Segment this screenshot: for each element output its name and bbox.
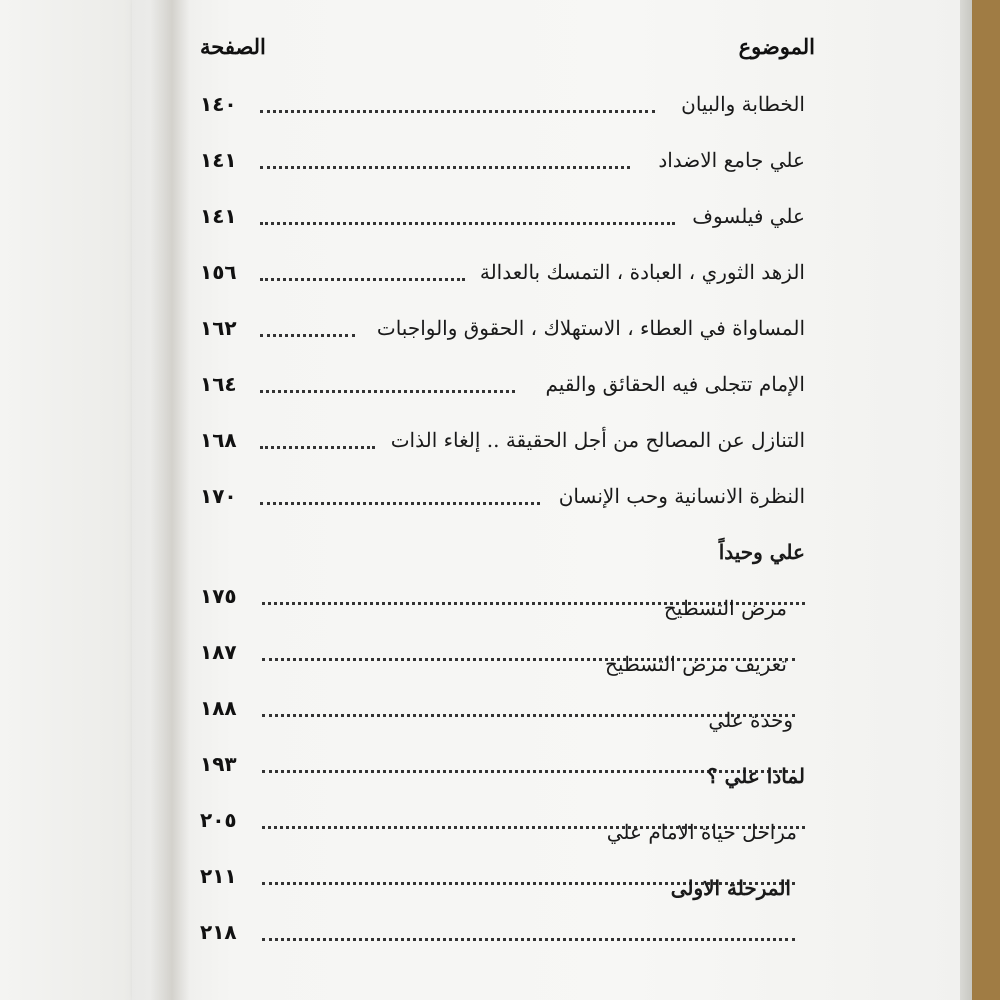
toc-entry-page: ٢١١ (200, 864, 237, 888)
toc-entry-title: مرض التسطيح (663, 596, 787, 620)
toc-entry-page: ١٨٨ (200, 696, 237, 720)
toc-entry-title: وحدة علي (708, 708, 793, 732)
dot-leader (260, 110, 655, 113)
table-of-contents (200, 0, 805, 1000)
toc-entry-title: الخطابة والبيان (681, 92, 805, 116)
toc-entry (200, 478, 805, 514)
toc-entry (200, 366, 805, 402)
toc-entry-page: ١٤٠ (200, 92, 237, 116)
toc-entry-page: ١٥٦ (200, 260, 237, 284)
page-column-heading: الصفحة (200, 34, 266, 59)
toc-entry-title: الإمام تتجلى فيه الحقائق والقيم (545, 372, 805, 396)
toc-entry-title: مراحل حياة الامام علي (606, 820, 797, 844)
dot-leader (260, 390, 515, 393)
topic-column-heading: الموضوع (738, 34, 815, 59)
toc-entry (200, 86, 805, 122)
toc-section-title: المرحلة الاولى (670, 876, 791, 900)
toc-entry-page: ٢٠٥ (200, 808, 237, 832)
page-edge (960, 0, 972, 1000)
toc-entry (200, 142, 805, 178)
toc-section-title: لماذا علي ؟ (707, 764, 805, 788)
dot-leader (260, 222, 675, 225)
toc-entry-title: الزهد الثوري ، العبادة ، التمسك بالعدالة (479, 260, 805, 284)
dot-leader (260, 278, 465, 281)
toc-entry-page: ١٩٣ (200, 752, 237, 776)
toc-entry-title: النظرة الانسانية وحب الإنسان (558, 484, 805, 508)
toc-entry-title: التنازل عن المصالح من أجل الحقيقة .. إلغاء الذات (390, 428, 805, 452)
toc-entry-title: علي جامع الاضداد (658, 148, 805, 172)
dot-leader (260, 446, 375, 449)
toc-entry-page: ١٦٤ (200, 372, 237, 396)
toc-entry (200, 198, 805, 234)
dot-leader (260, 166, 630, 169)
toc-entry-title: المساواة في العطاء ، الاستهلاك ، الحقوق والواجبات (376, 316, 805, 340)
toc-entry-page: ١٦٨ (200, 428, 237, 452)
dot-leader (262, 938, 795, 941)
toc-entry (200, 254, 805, 290)
toc-entry-page: ١٧٥ (200, 584, 237, 608)
toc-section-title: علي وحيداً (718, 540, 805, 564)
toc-entry-title: تعريف مرض التسطيح (604, 652, 787, 676)
toc-entry-page: ١٦٢ (200, 316, 237, 340)
dot-leader (260, 502, 540, 505)
book-gutter (150, 0, 190, 1000)
toc-entry (200, 310, 805, 346)
toc-entry-page: ١٨٧ (200, 640, 237, 664)
toc-entry-page: ٢١٨ (200, 920, 237, 944)
dot-leader (260, 334, 355, 337)
toc-entry (200, 422, 805, 458)
toc-entry-page: ١٧٠ (200, 484, 237, 508)
toc-entry-page: ١٤١ (200, 204, 237, 228)
toc-entry-page: ١٤١ (200, 148, 237, 172)
toc-entry-title: علي فيلسوف (692, 204, 805, 228)
